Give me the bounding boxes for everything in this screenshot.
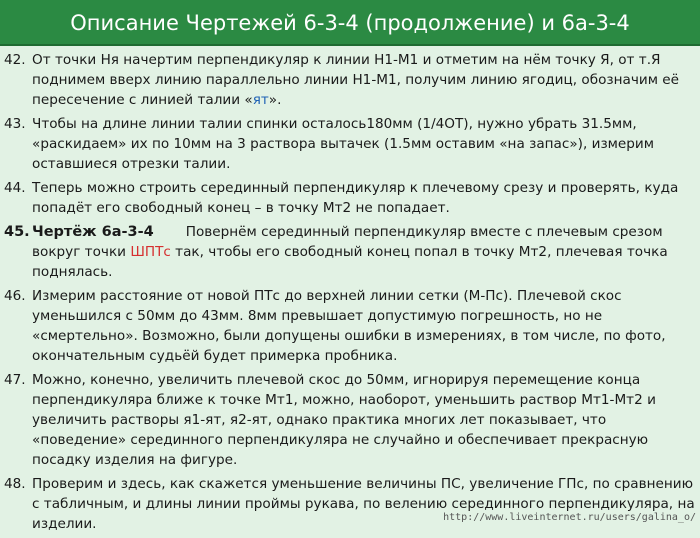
list-item <box>4 286 696 366</box>
item-number: 44. <box>4 180 26 196</box>
item-number: 42. <box>4 52 26 68</box>
item-text: Измерим расстояние от новой ПТс до верхней линии сетки (М-Пс). Плечевой скос уменьшился с 50мм до 43мм. 8мм превышает допустимую погрешность, но не «смертельно». Возможно, были допущены ошибки в измерениях, в том числе, по фото, окончательным судьёй будет примерка пробника. <box>32 288 666 364</box>
item-text: Теперь можно строить серединный перпендикуляр к плечевому срезу и проверять, куда попадёт его свободный конец – в точку Мт2 не попадает. <box>32 180 679 216</box>
item-text <box>32 50 696 110</box>
item-text <box>32 222 696 282</box>
point-label-yat: ят <box>252 92 269 108</box>
item-number: 43. <box>4 116 26 132</box>
list-item <box>4 114 696 174</box>
instruction-list <box>4 50 696 538</box>
item-text: Чтобы на длине линии талии спинки осталось180мм (1/4ОТ), нужно убрать 31.5мм, «раскидаем» их по 10мм на 3 раствора вытачек (1.5мм оставим «на запас»), измерим оставшиеся отрезки талии. <box>32 116 655 172</box>
item-text-part: Повернём серединный перпендикуляр вместе с плечевым срезом вокруг точки <box>32 224 663 260</box>
list-item <box>4 222 696 282</box>
point-label-shpts: ШПТс <box>130 244 171 260</box>
list-item <box>4 178 696 218</box>
list-item <box>4 50 696 110</box>
item-number: 45. <box>4 224 30 240</box>
item-text-part: так, чтобы его свободный конец попал в точку Мт2, плечевая точка поднялась. <box>32 244 668 280</box>
item-number: 46. <box>4 288 26 304</box>
item-text: Можно, конечно, увеличить плечевой скос до 50мм, игнорируя перемещение конца перпендикуляра ближе к точке Мт1, можно, наоборот, уменьшить раствор Мт1-Мт2 и увеличить растворы я1-ят, я2-ят, однако практика многих лет показывает, что «поведение» серединного перпендикуляра не случайно и обеспечивает прекрасную посадку изделия на фигуре. <box>32 372 656 468</box>
item-text-part: От точки Ня начертим перпендикуляр к линии Н1-М1 и отметим на нём точку Я, от т.Я поднимем вверх линию параллельно линии Н1-М1, получим линию ягодиц, обозначим её пересечение с линией талии « <box>32 52 680 108</box>
drawing-subheading: Чертёж 6а-3-4 <box>32 224 154 240</box>
watermark-url: http://www.liveinternet.ru/users/galina_o/ <box>443 512 696 523</box>
list-item <box>4 370 696 470</box>
item-text: Проверим и здесь, как скажется уменьшение величины ПС, увеличение ГПс, по сравнению с табличным, и длины линии проймы рукава, по велению серединного перпендикуляра, на изделии. <box>32 476 695 532</box>
item-text-part: ». <box>268 92 282 108</box>
list-item <box>4 474 696 534</box>
page-title: Описание Чертежей 6-3-4 (продолжение) и 6а-3-4 <box>0 0 700 46</box>
item-number: 47. <box>4 372 26 388</box>
item-number: 48. <box>4 476 26 492</box>
